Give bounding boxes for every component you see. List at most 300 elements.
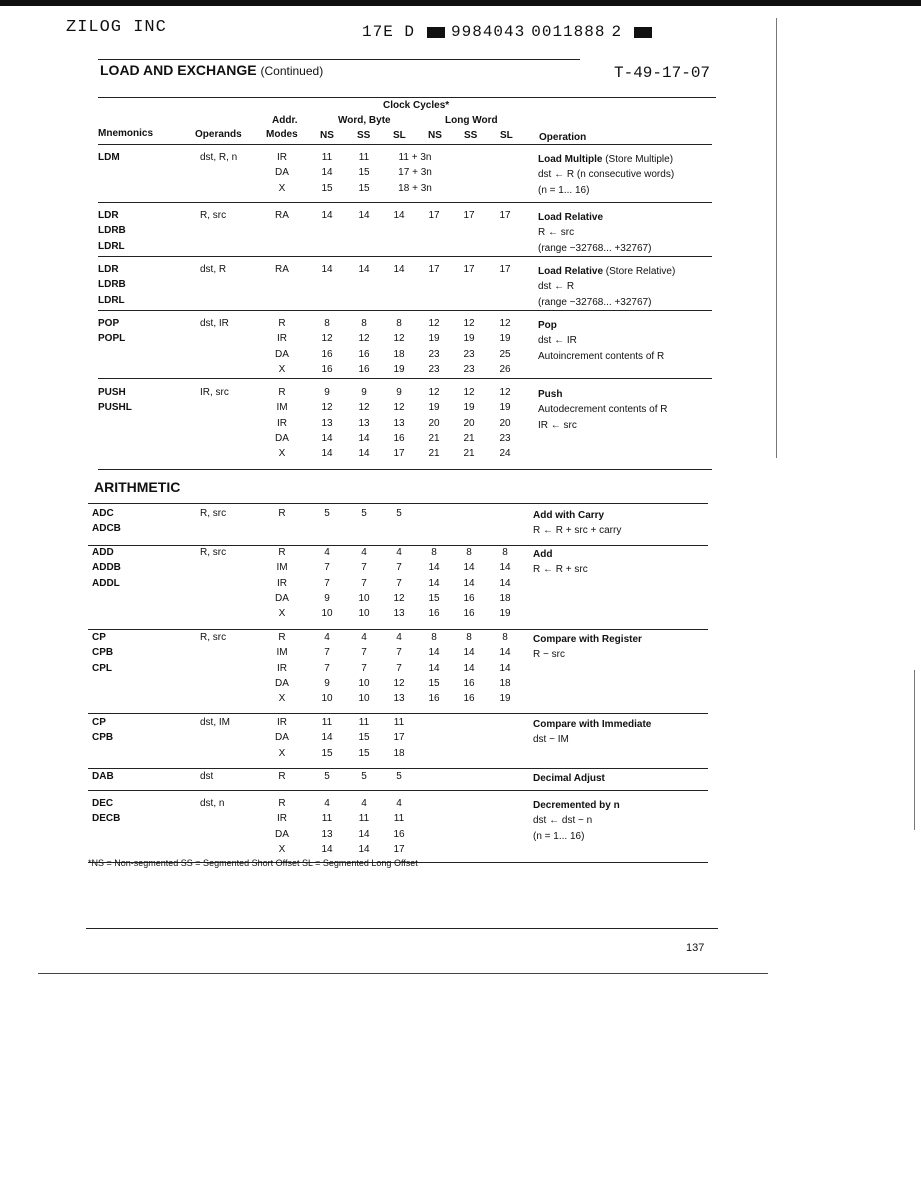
- cycles-long-ss: 12: [463, 318, 475, 329]
- addr-mode: IR: [277, 662, 287, 674]
- header-codes: [362, 23, 658, 41]
- load-row-rule: [98, 310, 712, 311]
- cycles-ss: 15: [358, 732, 370, 744]
- cycles-ns: 11: [321, 717, 333, 728]
- cycles-ns: 11: [321, 152, 333, 163]
- cycles-ns: 14: [321, 732, 333, 744]
- black-block-icon: [427, 27, 445, 38]
- cycles-ns: 15: [321, 182, 333, 194]
- cycles-ss: 10: [358, 592, 370, 604]
- addr-mode: R: [278, 547, 286, 558]
- cycles-long-ns: 14: [428, 647, 440, 659]
- sl-long-header: SL: [500, 130, 513, 141]
- operands: dst, R, n: [200, 152, 238, 163]
- operation-title: [533, 508, 604, 523]
- addr-mode: IR: [277, 717, 287, 728]
- cycles-long-ss: 8: [466, 547, 472, 558]
- operation-name: Decremented by n: [533, 800, 620, 811]
- cycles-sl: 18: [393, 747, 405, 759]
- operands: R, src: [200, 508, 227, 519]
- operation-detail: R − src: [533, 649, 565, 661]
- operation-name: Load Relative: [538, 212, 604, 223]
- cycles-ns: 8: [324, 318, 330, 329]
- black-block-icon: [634, 27, 652, 38]
- cycles-long-ns: 8: [431, 632, 437, 643]
- mnemonic: ADCB: [92, 523, 121, 535]
- cycles-long-ns: 14: [428, 662, 440, 674]
- operation-detail: Autoincrement contents of R: [538, 350, 665, 362]
- operation-title: [538, 387, 562, 402]
- cycles-sl: 9: [396, 387, 402, 398]
- cycles-ss: 4: [361, 632, 367, 643]
- operation-name: Compare with Register: [533, 634, 642, 645]
- cycles-long-ns: 15: [428, 677, 440, 689]
- cycles-ss: 11: [358, 152, 370, 163]
- cycles-sl: 13: [393, 417, 405, 429]
- scan-edge-line: [776, 18, 777, 458]
- cycles-ss: 13: [358, 417, 370, 429]
- cycles-long-sl: 17: [499, 264, 511, 275]
- mnemonic: ADD: [92, 547, 114, 558]
- header-rule-top: [98, 97, 716, 98]
- cycles-sl: 5: [396, 508, 402, 519]
- cycles-sl: 4: [396, 632, 402, 643]
- cycles-sl: 7: [396, 562, 402, 574]
- load-row-rule: [98, 256, 712, 257]
- mnemonic: PUSHL: [98, 402, 132, 414]
- cycles-ss: 10: [358, 677, 370, 689]
- cycles-ss: 4: [361, 798, 367, 809]
- cycles-ns: 14: [321, 843, 333, 855]
- addr-mode: IM: [276, 402, 288, 414]
- cycles-sl: 14: [393, 264, 405, 275]
- addr-mode: R: [278, 771, 286, 782]
- addr-mode: X: [278, 448, 286, 460]
- cycles-sl: 18: [393, 348, 405, 360]
- cycles-sl: 16: [393, 432, 405, 444]
- cycles-long-ss: 23: [463, 348, 475, 360]
- cycles-ns: 13: [321, 828, 333, 840]
- addr-mode: IR: [277, 813, 287, 825]
- cycles-long-ns: 16: [428, 693, 440, 705]
- cycles-long-sl: 25: [499, 348, 511, 360]
- cycles-long-sl: 14: [499, 577, 511, 589]
- addr-mode: DA: [275, 592, 289, 604]
- mnemonic: LDM: [98, 152, 120, 163]
- addr-mode: R: [278, 508, 286, 519]
- mnemonic: LDR: [98, 210, 119, 221]
- cycles-long-sl: 19: [499, 693, 511, 705]
- cycles-ss: 10: [358, 693, 370, 705]
- cycles-ns: 10: [321, 608, 333, 620]
- addr-mode: IR: [277, 333, 287, 345]
- mnemonic: CP: [92, 717, 106, 728]
- addr-mode: R: [278, 318, 286, 329]
- cycles-ns: 11: [321, 813, 333, 825]
- modes-header: Modes: [266, 129, 298, 140]
- cycles-ns: 4: [324, 632, 330, 643]
- mnemonic: POPL: [98, 333, 126, 345]
- operation-detail: dst ← dst − n: [533, 815, 593, 827]
- addr-mode: IR: [277, 152, 287, 163]
- operation-name: Load Multiple: [538, 154, 603, 165]
- addr-mode: IM: [276, 562, 288, 574]
- operation-title: [533, 632, 642, 647]
- cycles-ss: 7: [361, 647, 367, 659]
- mnemonic: PUSH: [98, 387, 126, 398]
- cycles-long-sl: 19: [499, 608, 511, 620]
- ss-long-header: SS: [464, 130, 478, 141]
- cycles-ss: 7: [361, 562, 367, 574]
- cycles-sl: 4: [396, 547, 402, 558]
- cycles-ns: 14: [321, 210, 333, 221]
- cycles-sl: 7: [396, 647, 402, 659]
- cycles-long-sl: 19: [499, 402, 511, 414]
- cycles-ss: 14: [358, 448, 370, 460]
- operation-name: Decimal Adjust: [533, 773, 605, 784]
- cycles-long-ss: 19: [463, 402, 475, 414]
- cycles-ns: 5: [324, 771, 330, 782]
- addr-mode: R: [278, 798, 286, 809]
- cycles-sl: 11 + 3n: [398, 152, 432, 163]
- cycles-ns: 12: [321, 402, 333, 414]
- addr-mode: DA: [275, 828, 289, 840]
- operation-name: Add: [533, 549, 553, 560]
- cycles-long-ss: 21: [463, 448, 475, 460]
- cycles-ss: 7: [361, 577, 367, 589]
- cycles-ss: 16: [358, 363, 370, 375]
- cycles-ns: 5: [324, 508, 330, 519]
- cycles-long-ss: 14: [463, 662, 475, 674]
- operands: R, src: [200, 210, 227, 221]
- cycles-long-ss: 17: [463, 210, 475, 221]
- addr-mode: DA: [275, 348, 289, 360]
- cycles-long-sl: 8: [502, 547, 508, 558]
- operation-name-extra: (Store Multiple): [602, 154, 674, 165]
- cycles-long-ss: 8: [466, 632, 472, 643]
- cycles-ss: 5: [361, 771, 367, 782]
- cycles-ss: 15: [358, 167, 370, 179]
- cycles-long-ss: 12: [463, 387, 475, 398]
- operation-detail: (range −32768... +32767): [538, 296, 652, 308]
- cycles-ss: 11: [358, 813, 370, 825]
- operation-title: [533, 717, 651, 732]
- arith-row-rule: [88, 503, 708, 504]
- section-title-continued: (Continued): [260, 64, 324, 78]
- addr-mode: RA: [275, 210, 289, 221]
- cycles-long-ns: 19: [428, 333, 440, 345]
- clock-cycles-header: Clock Cycles*: [383, 100, 450, 111]
- load-end-rule: [98, 469, 712, 470]
- ns-long-header: NS: [428, 130, 442, 141]
- operation-name-extra: (Store Relative): [603, 266, 676, 277]
- cycles-sl: 12: [393, 333, 405, 345]
- mnemonic: POP: [98, 318, 120, 329]
- cycles-long-ss: 16: [463, 592, 475, 604]
- operation-detail: R ← R + src + carry: [533, 525, 622, 537]
- cycles-ns: 16: [321, 348, 333, 360]
- operation-detail: (n = 1... 16): [533, 830, 585, 842]
- cycles-long-sl: 8: [502, 632, 508, 643]
- mnemonic: DECB: [92, 813, 121, 825]
- operands: R, src: [200, 547, 227, 558]
- cycles-ns: 13: [321, 417, 333, 429]
- cycles-ns: 7: [324, 647, 330, 659]
- cycles-sl: 12: [393, 677, 405, 689]
- mnemonic: CPL: [92, 662, 112, 674]
- addr-mode: DA: [275, 732, 289, 744]
- operands: IR, src: [200, 387, 229, 398]
- title-rule: [98, 59, 580, 60]
- operation-detail: Autodecrement contents of R: [538, 404, 668, 416]
- cycles-sl: 7: [396, 662, 402, 674]
- operation-detail: dst ← R (n consecutive words): [538, 169, 675, 181]
- operation-title: [533, 547, 552, 562]
- operands: dst, R: [200, 264, 227, 275]
- mnemonic: LDRL: [98, 240, 125, 252]
- cycles-long-ss: 19: [463, 333, 475, 345]
- addr-mode: R: [278, 632, 286, 643]
- cycles-long-ss: 23: [463, 363, 475, 375]
- addr-mode: IR: [277, 577, 287, 589]
- operation-name: Load Relative: [538, 266, 604, 277]
- operation-detail: dst − IM: [533, 734, 569, 746]
- addr-mode: X: [278, 363, 286, 375]
- operation-detail: (range −32768... +32767): [538, 242, 652, 254]
- operands: dst, IR: [200, 318, 229, 329]
- cycles-long-ns: 14: [428, 562, 440, 574]
- section-title: [100, 62, 323, 78]
- cycles-long-ns: 20: [428, 417, 440, 429]
- operands: dst, n: [200, 798, 225, 809]
- load-row-rule: [98, 378, 712, 379]
- cycles-long-sl: 19: [499, 333, 511, 345]
- cycles-ns: 7: [324, 662, 330, 674]
- cycles-ss: 14: [358, 210, 370, 221]
- header-code: 17E D: [362, 23, 416, 41]
- cycles-sl: 17: [393, 843, 405, 855]
- cycles-ns: 12: [321, 333, 333, 345]
- cycles-long-ns: 17: [428, 210, 440, 221]
- cycles-sl: 19: [393, 363, 405, 375]
- cycles-sl: 11: [393, 717, 405, 728]
- cycles-sl: 11: [393, 813, 405, 825]
- cycles-sl: 8: [396, 318, 402, 329]
- cycles-long-sl: 14: [499, 647, 511, 659]
- cycles-long-ss: 16: [463, 608, 475, 620]
- cycles-long-sl: 24: [499, 448, 511, 460]
- cycles-ns: 16: [321, 363, 333, 375]
- cycles-ns: 4: [324, 798, 330, 809]
- cycles-sl: 13: [393, 693, 405, 705]
- addr-mode: RA: [275, 264, 289, 275]
- header-number-1: 9984043: [451, 23, 526, 41]
- cycles-ss: 16: [358, 348, 370, 360]
- cycles-ss: 14: [358, 432, 370, 444]
- cycles-ss: 14: [358, 264, 370, 275]
- operation-title: [533, 798, 620, 813]
- mnemonic: CPB: [92, 647, 114, 659]
- addr-mode: R: [278, 387, 286, 398]
- arith-row-rule: [88, 790, 708, 791]
- footer-rule: [86, 928, 718, 929]
- scan-top-border: [0, 0, 921, 6]
- cycles-ss: 8: [361, 318, 367, 329]
- page-number: 137: [686, 942, 705, 954]
- cycles-sl: 16: [393, 828, 405, 840]
- cycles-ns: 9: [324, 387, 330, 398]
- cycles-sl: 7: [396, 577, 402, 589]
- operation-detail: dst ← R: [538, 281, 575, 293]
- cycles-long-ns: 19: [428, 402, 440, 414]
- cycles-long-ns: 12: [428, 387, 440, 398]
- arithmetic-section-title: ARITHMETIC: [94, 479, 181, 495]
- sl-header: SL: [393, 130, 406, 141]
- operation-title: [538, 152, 673, 167]
- cycles-long-sl: 12: [499, 387, 511, 398]
- operation-detail: R ← R + src: [533, 564, 588, 576]
- mnemonic: ADDL: [92, 577, 120, 589]
- cycles-long-ns: 14: [428, 577, 440, 589]
- operation-name: Add with Carry: [533, 510, 605, 521]
- cycles-long-ss: 14: [463, 577, 475, 589]
- operation-name: Pop: [538, 320, 557, 331]
- cycles-long-sl: 20: [499, 417, 511, 429]
- operation-detail: dst ← IR: [538, 335, 577, 347]
- cycles-long-ss: 16: [463, 677, 475, 689]
- mnemonic: DAB: [92, 771, 114, 782]
- ns-header: NS: [320, 130, 334, 141]
- cycles-ns: 14: [321, 264, 333, 275]
- operation-title: [538, 210, 603, 225]
- cycles-long-ns: 23: [428, 363, 440, 375]
- operands: R, src: [200, 632, 227, 643]
- mnemonic: LDRB: [98, 225, 126, 237]
- cycles-sl: 17: [393, 448, 405, 460]
- cycles-ns: 9: [324, 592, 330, 604]
- cycles-long-ns: 21: [428, 432, 440, 444]
- cycles-ns: 14: [321, 432, 333, 444]
- cycles-ss: 7: [361, 662, 367, 674]
- addr-mode: X: [278, 693, 286, 705]
- addr-mode: DA: [275, 167, 289, 179]
- addr-header: Addr.: [272, 115, 298, 126]
- cycles-ss: 15: [358, 182, 370, 194]
- cycles-ns: 14: [321, 167, 333, 179]
- cycles-long-ns: 8: [431, 547, 437, 558]
- cycles-ss: 11: [358, 717, 370, 728]
- cycles-ss: 5: [361, 508, 367, 519]
- operands: dst, IM: [200, 717, 231, 728]
- cycles-sl: 5: [396, 771, 402, 782]
- cycles-long-sl: 23: [499, 432, 511, 444]
- addr-mode: DA: [275, 677, 289, 689]
- mnemonic: ADC: [92, 508, 114, 519]
- document-number: T-49-17-07: [614, 64, 711, 82]
- cycles-ss: 15: [358, 747, 370, 759]
- cycles-ss: 12: [358, 402, 370, 414]
- addr-mode: X: [278, 182, 286, 194]
- cycles-ns: 15: [321, 747, 333, 759]
- cycles-ns: 14: [321, 448, 333, 460]
- company-name: ZILOG INC: [66, 18, 167, 37]
- cycles-long-ss: 14: [463, 562, 475, 574]
- cycles-long-ns: 16: [428, 608, 440, 620]
- cycles-ns: 9: [324, 677, 330, 689]
- cycles-ss: 14: [358, 843, 370, 855]
- cycles-long-ns: 21: [428, 448, 440, 460]
- addr-mode: IM: [276, 647, 288, 659]
- cycles-long-ss: 17: [463, 264, 475, 275]
- cycles-long-sl: 18: [499, 677, 511, 689]
- cycles-long-sl: 26: [499, 363, 511, 375]
- footnote: *NS = Non-segmented SS = Segmented Short Offset SL = Segmented Long Offset: [88, 858, 418, 868]
- cycles-long-ns: 23: [428, 348, 440, 360]
- cycles-sl: 18 + 3n: [398, 182, 432, 194]
- cycles-long-ns: 12: [428, 318, 440, 329]
- load-row-rule: [98, 202, 712, 203]
- cycles-ns: 10: [321, 693, 333, 705]
- cycles-long-ss: 16: [463, 693, 475, 705]
- word-byte-header: Word, Byte: [338, 115, 391, 126]
- cycles-long-ss: 14: [463, 647, 475, 659]
- cycles-ss: 4: [361, 547, 367, 558]
- cycles-long-ss: 21: [463, 432, 475, 444]
- cycles-ss: 14: [358, 828, 370, 840]
- addr-mode: X: [278, 843, 286, 855]
- operation-title: [533, 771, 605, 786]
- cycles-sl: 13: [393, 608, 405, 620]
- cycles-ss: 12: [358, 333, 370, 345]
- operation-detail: IR ← src: [538, 419, 577, 431]
- operands-header: Operands: [195, 129, 242, 140]
- addr-mode: X: [278, 608, 286, 620]
- mnemonics-header: Mnemonics: [98, 128, 154, 139]
- cycles-sl: 17 + 3n: [398, 167, 432, 179]
- mnemonic: CPB: [92, 732, 114, 744]
- cycles-long-sl: 12: [499, 318, 511, 329]
- addr-mode: DA: [275, 432, 289, 444]
- mnemonic: CP: [92, 632, 106, 643]
- mnemonic: DEC: [92, 798, 114, 809]
- cycles-long-ns: 17: [428, 264, 440, 275]
- cycles-ss: 9: [361, 387, 367, 398]
- cycles-long-sl: 18: [499, 592, 511, 604]
- operation-header: Operation: [539, 132, 587, 143]
- operation-name: Push: [538, 389, 563, 400]
- cycles-long-sl: 14: [499, 562, 511, 574]
- arith-row-rule: [88, 713, 708, 714]
- operation-detail: R ← src: [538, 227, 575, 239]
- cycles-ns: 7: [324, 562, 330, 574]
- cycles-sl: 12: [393, 402, 405, 414]
- cycles-sl: 17: [393, 732, 405, 744]
- operands: dst: [200, 771, 214, 782]
- operation-title: [538, 264, 675, 279]
- mnemonic: LDR: [98, 264, 119, 275]
- operation-title: [538, 318, 557, 333]
- cycles-sl: 12: [393, 592, 405, 604]
- operation-name: Compare with Immediate: [533, 719, 652, 730]
- header-number-3: 2: [611, 23, 623, 41]
- mnemonic: LDRL: [98, 294, 125, 306]
- addr-mode: IR: [277, 417, 287, 429]
- cycles-ss: 10: [358, 608, 370, 620]
- operation-detail: (n = 1... 16): [538, 184, 590, 196]
- cycles-long-ss: 20: [463, 417, 475, 429]
- cycles-ns: 7: [324, 577, 330, 589]
- cycles-long-sl: 14: [499, 662, 511, 674]
